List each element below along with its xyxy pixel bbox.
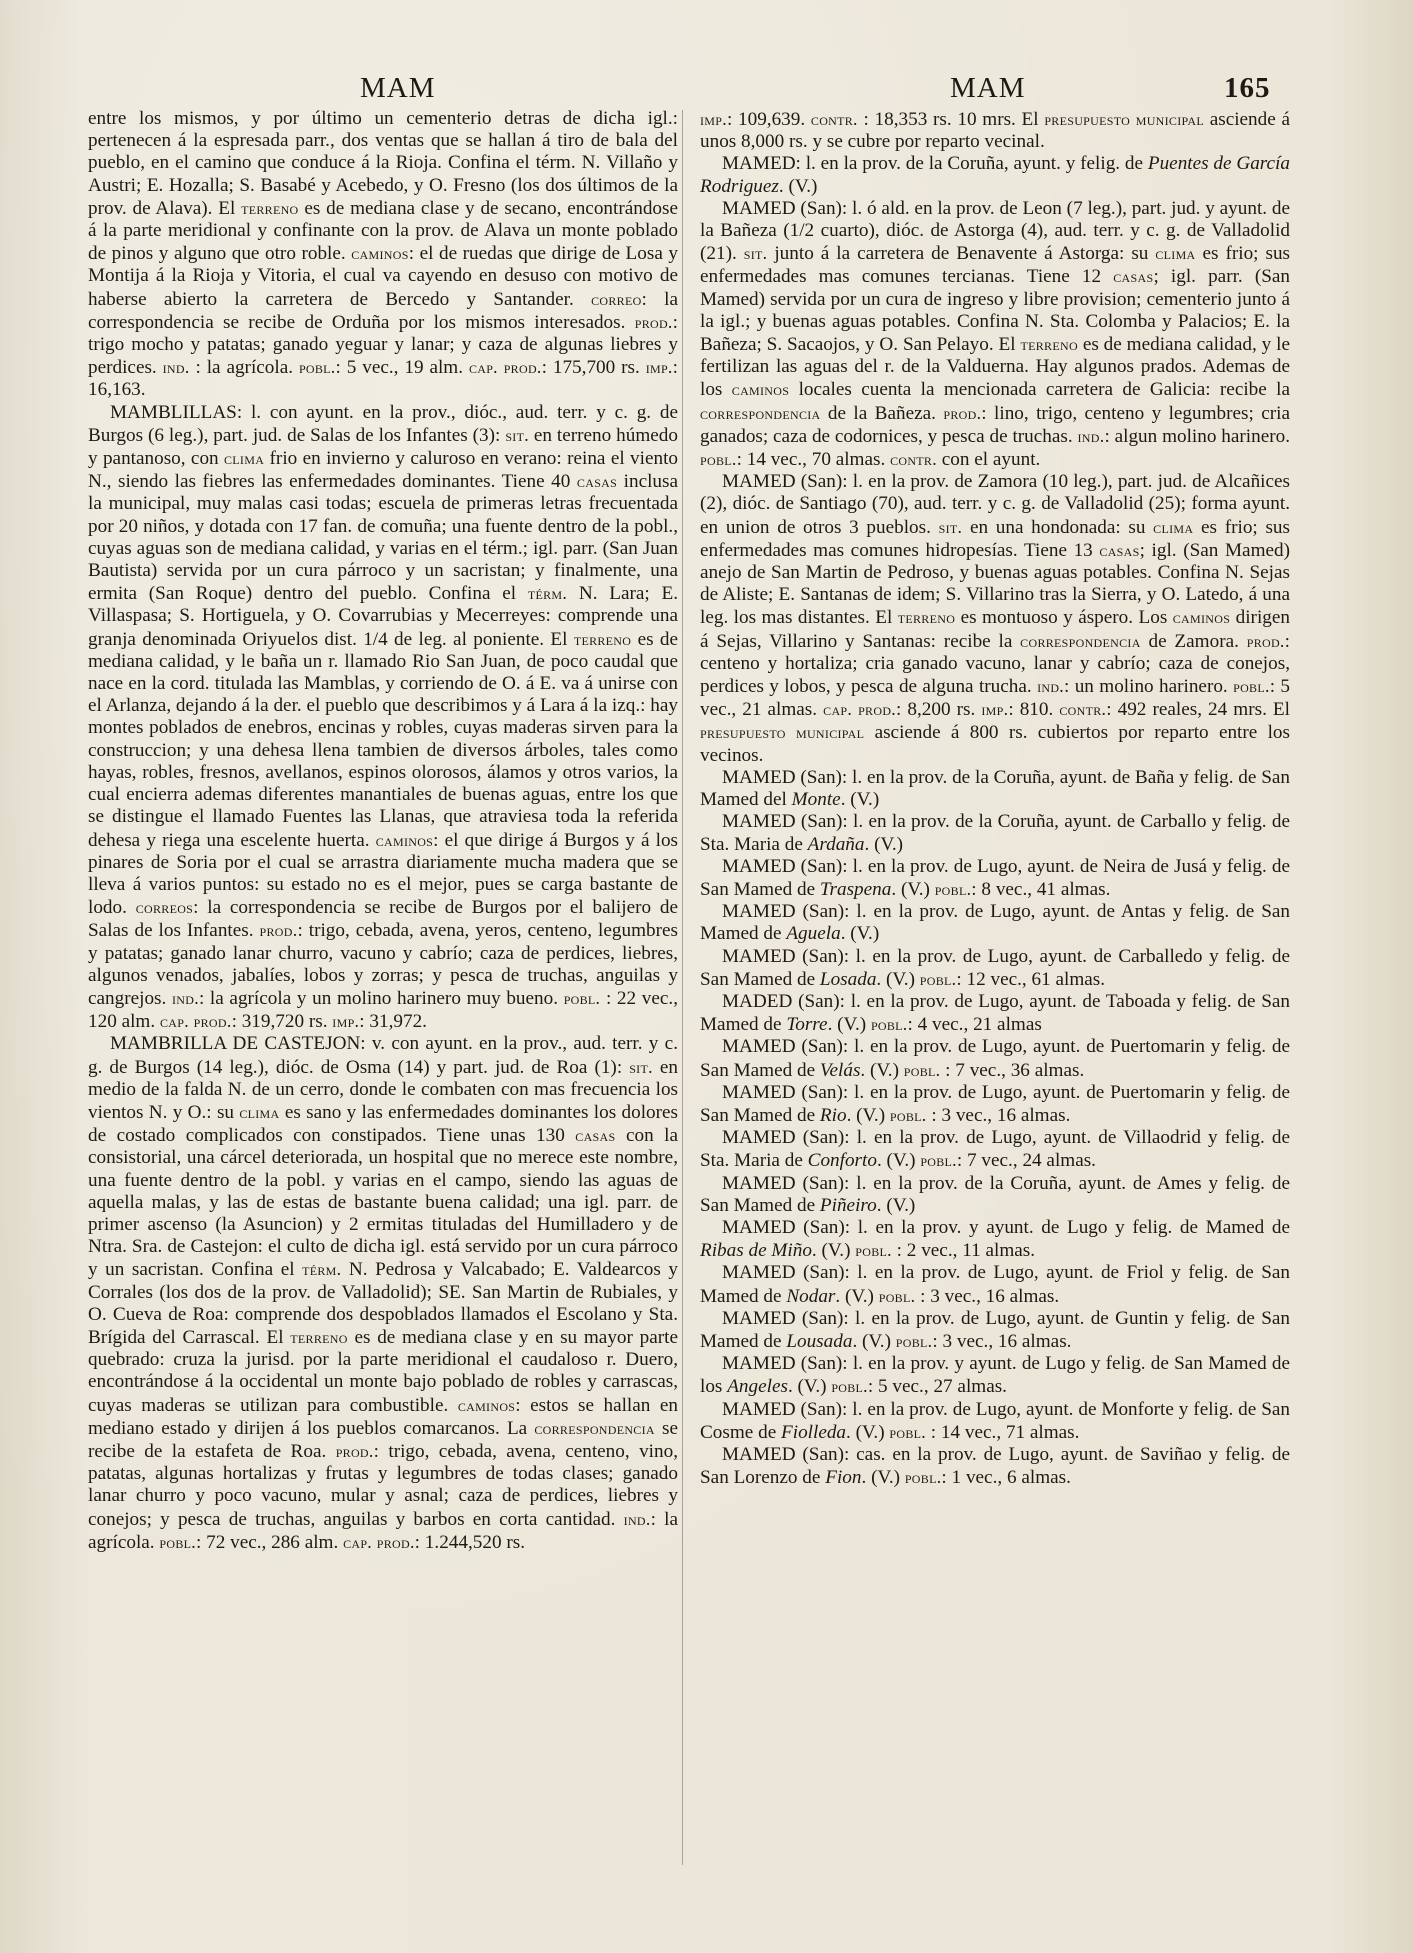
field-label: clima	[1155, 243, 1196, 264]
entry-text: N. Lara; E. Villaspasa; S. Hortiguela, y O. Covarrubias y Mecerreyes: comprende una granja denominada Oriyuelos dist. 1/4 de leg. al poniente. El	[88, 583, 678, 650]
dictionary-entry	[700, 1127, 1290, 1172]
place-name: Nodar	[786, 1285, 836, 1307]
entry-text: junto á la carretera de Benavente á Astorga: su	[767, 243, 1156, 265]
field-label: casas	[575, 1125, 616, 1146]
field-label: prod.	[634, 311, 673, 332]
entry-text: en terreno húmedo y pantanoso, con	[88, 424, 678, 470]
entry-text: N. Pedrosa y Valcabado; E. Valdearcos y Corrales (los dos de la prov. de Valladolid); SE. San Martin de Rubiales, y O. Cueva de Roa: comprende dos despoblados llamados el Escolano y Sta. Brígida del Carrascal. El	[88, 1259, 678, 1348]
entry-text: MAMED (San): l. en la prov. de Lugo, ayunt. de Friol y felig. de San Mamed de	[700, 1262, 1290, 1307]
entry-text: MAMED (San): l. en la prov. de la Coruña, ayunt. de Carballo y felig. de Sta. Maria de	[700, 811, 1290, 855]
entry-text: : 8,200 rs.	[896, 699, 982, 721]
field-label: pobl.	[920, 1150, 957, 1171]
field-label: sit.	[629, 1056, 653, 1077]
field-label: presupuesto municipal	[1044, 109, 1204, 129]
entry-text: se recibe de la estafeta de Roa.	[88, 1417, 679, 1462]
entry-text: MADED (San): l. en la prov. de Lugo, ayunt. de Taboada y felig. de San Mamed de	[700, 990, 1290, 1036]
entry-text: . (V.)	[860, 1059, 904, 1081]
field-label: térm.	[302, 1259, 342, 1280]
entry-text: : la correspondencia se recibe de Burgos por el balijero de Salas de los Infantes.	[88, 897, 678, 942]
field-label: sit.	[743, 243, 768, 264]
entry-text: de Zamora.	[1140, 630, 1247, 652]
field-label: pobl.	[870, 1014, 908, 1035]
field-label: ind.	[162, 357, 190, 378]
dictionary-entry	[700, 1262, 1290, 1307]
field-label: casas	[576, 471, 618, 492]
place-name: Lousada	[786, 1330, 853, 1352]
entry-text: ; igl. parr. (San Mamed) servida por un cura de ingreso y libre provision; cementerio junto á la igl.; y buenas aguas potables. Confina N. Sta. Colomba y Palacios; E. la Bañeza; S. Sacaojos, y O. San Pelayo. El	[700, 266, 1291, 356]
place-name: Aguela	[786, 923, 841, 945]
entry-text: en una hondonada: su	[962, 516, 1154, 538]
entry-text: : algun molino harinero.	[1104, 425, 1290, 447]
entry-text: es de mediana calidad, y le fertilizan las aguas del r. de la Valduerna. Hay algunos prados. Ademas de los	[700, 334, 1290, 401]
entry-text: : el que dirige á Burgos y á los pinares de Soria por el cual se arrastra diariamente mucha madera que se lleva á varios puntos: su estado no es el mejor, pues se carga bastante de lodo.	[88, 829, 679, 919]
field-label: ind.	[171, 987, 199, 1008]
dictionary-entry	[700, 1036, 1290, 1081]
entry-text: es montuoso y áspero. Los	[955, 607, 1173, 629]
field-label: pobl.	[298, 357, 336, 378]
field-label: pobl.	[831, 1376, 868, 1397]
entry-text: MAMED (San): l. en la prov. de Lugo, ayunt. de Puertomarin y felig. de San Mamed de	[700, 1036, 1290, 1081]
field-label: cap. prod.	[343, 1531, 415, 1552]
field-label: caminos	[375, 829, 434, 850]
place-name: Monte	[791, 789, 841, 811]
entry-text: MAMBLILLAS: l. con ayunt. en la prov., dióc., aud. terr. y c. g. de Burgos (6 leg.), part. jud. de Salas de los Infantes (3):	[88, 401, 678, 446]
field-label: ind.	[1077, 425, 1105, 446]
entry-text: : 22 vec., 120 alm.	[88, 987, 678, 1033]
entry-text: MAMED (San): l. en la prov. de la Coruña, ayunt. de Baña y felig. de San Mamed del	[700, 766, 1290, 811]
field-label: imp.	[981, 699, 1009, 720]
field-label: pobl.	[904, 1467, 942, 1488]
dictionary-entry	[700, 198, 1290, 471]
running-head	[0, 72, 1413, 112]
field-label: ind.	[1037, 676, 1065, 697]
field-label: correspondencia	[700, 402, 821, 423]
field-label: pobl.	[1233, 676, 1270, 697]
dictionary-entry	[700, 1444, 1290, 1489]
entry-text: . (V.)	[876, 968, 920, 990]
entry-text: MAMED (San): l. en la prov. de Lugo, ayunt. de Villaodrid y felig. de Sta. Maria de	[700, 1127, 1290, 1172]
place-name: Torre	[786, 1014, 828, 1036]
entry-text: : 5 vec., 19 alm.	[335, 357, 469, 379]
entry-text: : 14 vec., 70 almas.	[736, 449, 891, 471]
entry-text: es frio; sus enfermedades mas comunes hidropesías. Tiene 13	[700, 516, 1290, 561]
field-label: pobl.	[903, 1059, 941, 1080]
entry-text: : la agrícola.	[189, 357, 299, 379]
entry-text: es de mediana clase y de secano, encontrándose á la parte meridional y confinante con la prov. de Alava un monte poblado de pinos y alguno que otro roble.	[88, 197, 679, 265]
field-label: terreno	[573, 628, 632, 649]
field-label: clima	[1153, 516, 1194, 537]
field-label: prod.	[1246, 630, 1285, 651]
dictionary-entry	[700, 1353, 1290, 1398]
entry-text: asciende á 800 rs. cubiertos por reparto entre los vecinos.	[700, 722, 1290, 766]
entry-text: . (V.)	[846, 1421, 890, 1443]
place-name: Fion	[825, 1467, 862, 1489]
entry-text: : 810.	[1008, 699, 1060, 721]
field-label: clima	[224, 448, 265, 469]
entry-text: es de mediana calidad, y le baña un r. llamado Rio San Juan, de poco caudal que nace en la cord. titulada las Mamblas, y corriendo de O. á E. va á unirse con el Arlanza, dejando á la der. el pueblo que describimos y á Lara á la izq.: hay montes poblados de enebros, encinas y robles, cuyas maderas sirven para la construccion; y una dehesa llena tambien de diversos árboles, tales como hayas, robles, fresnos, avellanos, espinos olorosos, álamos y otros varios, la cual encierra ademas diferentes manantiales de buenas aguas, entre los que se distingue el llamado Fuentes las Llanas, que atraviesa toda la referida dehesa y riega una escelente huerta.	[88, 628, 678, 851]
place-name: Puentes de García Rodriguez	[700, 153, 1290, 197]
field-label: prod.	[335, 1440, 374, 1461]
field-label: terreno	[1020, 334, 1078, 355]
dictionary-entry	[700, 153, 1290, 197]
field-label: pobl.	[919, 968, 957, 989]
left-column	[88, 108, 678, 1554]
dictionary-entry	[700, 991, 1290, 1036]
entry-text: : 3 vec., 16 almas.	[915, 1285, 1060, 1307]
entry-text: con la consistorial, una cárcel deteriorada, un hospital que no merece este nombre, una fuente dentro de la pobl. y varias en el campo, siendo las aguas de aquella malas, y las de estas de bastante buena calidad; una igl. parr. de primer ascenso (la Asuncion) y 2 ermitas tituladas del Humilladero y de Ntra. Sra. de Castejon: el culto de dicha igl. está servido por un cura párroco y un sacristan. Confina el	[88, 1125, 678, 1281]
place-name: Velás	[819, 1059, 861, 1081]
field-label: correspondencia	[534, 1417, 655, 1438]
field-label: imp.	[332, 1011, 360, 1032]
entry-text: : trigo mocho y patatas; ganado yeguar y lanar; y caza de algunas liebres y perdices.	[88, 311, 678, 379]
entry-text: : trigo, cebada, avena, yeros, centeno, legumbres y patatas; ganado lanar churro, vacuno y cabrío; caza de perdices, liebres, algunos venados, jabalíes, lobos y zorras; y pesca de truchas, anguilas y cangrejos.	[88, 920, 678, 1009]
entry-text: : 31,972.	[359, 1011, 427, 1033]
field-label: caminos	[731, 379, 790, 400]
entry-text: : el de ruedas que dirige de Losa y Montija á la Rioja y Vitoria, el cual va cayendo en desuso con motivo de haberse abierto la carretera de Bercedo y Santander.	[88, 243, 678, 310]
field-label: contr.	[890, 449, 937, 470]
place-name: Ribas de Miño	[700, 1240, 812, 1262]
field-label: pobl.	[889, 1104, 927, 1125]
page-number: 165	[1224, 72, 1271, 104]
place-name: Fiolleda	[781, 1421, 847, 1443]
field-label: caminos	[351, 243, 409, 264]
dictionary-entry	[700, 471, 1290, 767]
entry-text: MAMED (San): cas. en la prov. de Lugo, ayunt. de Saviñao y felig. de San Lorenzo de	[700, 1443, 1290, 1489]
entry-text: . (V.)	[840, 923, 880, 945]
entry-text: . (V.)	[827, 1014, 871, 1036]
dictionary-entry	[700, 811, 1290, 855]
field-label: terreno	[290, 1326, 348, 1347]
field-label: imp.	[700, 109, 727, 129]
dictionary-entry	[700, 946, 1290, 991]
field-label: prod.	[259, 920, 298, 941]
entry-text: MAMED (San): l. en la prov. de Lugo, ayunt. de Antas y felig. de San Mamed de	[700, 901, 1290, 945]
entry-text: : un molino harinero.	[1064, 676, 1234, 698]
dictionary-entry	[700, 856, 1290, 901]
place-name: Ardaña	[807, 833, 865, 855]
entry-text: MAMBRILLA DE CASTEJON: v. con ayunt. en la prov., aud. terr. y c. g. de Burgos (14 leg.), dióc. de Osma (14) y part. jud. de Roa (1):	[88, 1033, 678, 1078]
entry-text: : lino, trigo, centeno y legumbres; cria ganados; caza de codornices, y pesca de truchas.	[700, 402, 1291, 447]
field-label: ind.	[623, 1508, 651, 1529]
field-label: contr.	[810, 109, 858, 129]
field-label: casas	[1113, 266, 1154, 287]
place-name: Losada	[819, 968, 877, 990]
field-label: pobl.	[563, 987, 601, 1008]
entry-text: MAMED (San): l. ó ald. en la prov. de Leon (7 leg.), part. jud. y ayunt. de la Bañeza (1/2 cuarto), dióc. de Astorga (4), aud. terr. y c. g. de Valladolid (21).	[700, 197, 1290, 265]
dictionary-entry	[700, 1173, 1290, 1217]
entry-text: locales cuenta la mencionada carretera de Galicia: recibe la	[789, 379, 1290, 401]
entry-continuation	[700, 108, 1290, 153]
entry-text: : 175,700 rs.	[541, 357, 646, 379]
entry-text: : trigo, cebada, avena, centeno, vino, patatas, algunas hortalizas y frutas y legumbres de todas clases; ganado lanar churro y poco vacuno, mular y asnal; caza de perdices, liebres y conejos; y pesca de truchas, anguilas y barbos en corta cantidad.	[88, 1440, 678, 1530]
entry-text: : 5 vec., 21 almas.	[700, 676, 1290, 721]
place-name: Piñeiro	[819, 1194, 877, 1216]
entry-text: : 16,163.	[88, 357, 678, 401]
dictionary-entry	[700, 1399, 1290, 1444]
entry-text: : 18,353 rs. 10 mrs. El	[857, 109, 1045, 130]
field-label: pobl.	[895, 1330, 933, 1351]
entry-text: : 72 vec., 286 alm.	[195, 1531, 344, 1553]
field-label: imp.	[645, 357, 673, 378]
field-label: correos	[135, 897, 194, 918]
entry-text: : 109,639.	[726, 109, 811, 130]
dictionary-entry	[700, 767, 1290, 811]
entry-text: entre los mismos, y por último un cementerio detras de dicha igl.: pertenecen á la espresada parr., dos ventas que se hallan á tiro de bala del pueblo, en el camino que conduce á la Rioja. Confina el térm. N. Villaño y Austri; E. Hozalla; S. Basabé y Acebedo, y O. Fresno (los dos últimos de la prov. de Alava). El	[88, 108, 678, 219]
entry-text: MAMED (San): l. en la prov. de la Coruña, ayunt. de Ames y felig. de San Mamed de	[700, 1172, 1290, 1216]
dictionary-entry	[700, 1217, 1290, 1262]
dictionary-entry	[88, 402, 678, 1034]
entry-text: MAMED (San): l. en la prov. de Lugo, ayunt. de Monforte y felig. de San Cosme de	[700, 1398, 1290, 1443]
dictionary-entry	[700, 901, 1290, 945]
entry-text: con el ayunt.	[936, 449, 1041, 471]
entry-text: . (V.)	[891, 878, 935, 900]
field-label: pobl.	[700, 449, 737, 470]
entry-text: MAMED (San): l. en la prov. de Lugo, ayunt. de Neira de Jusá y felig. de San Mamed de	[700, 855, 1290, 900]
entry-text: : la agrícola.	[88, 1508, 678, 1553]
entry-text: dirigen á Sejas, Villarino y Santanas: recibe la	[700, 607, 1290, 652]
entry-text: MAMED (San): l. en la prov. de Zamora (10 leg.), part. jud. de Alcañices (2), dióc. de Santiago (70), aud. terr. y c. g. de Valladolid (25); forma ayunt. en union de otros 3 pueblos.	[700, 471, 1290, 538]
entry-text: : 1 vec., 6 almas.	[941, 1467, 1071, 1489]
entry-text: . (V.)	[778, 175, 818, 197]
entry-text: : centeno y hortaliza; cria ganado vacuno, lanar y cabrío; caza de conejos, perdices y lobos, y pesca de alguna trucha.	[700, 630, 1290, 698]
place-name: Traspena	[819, 878, 892, 900]
field-label: clima	[239, 1101, 280, 1122]
field-label: cap. prod.	[159, 1011, 232, 1032]
place-name: Angeles	[727, 1376, 788, 1398]
entry-text: . (V.)	[840, 789, 880, 811]
place-name: Rio	[819, 1104, 847, 1126]
entry-text: MAMED (San): l. en la prov. de Lugo, ayunt. de Puertomarin y felig. de San Mamed de	[700, 1081, 1290, 1126]
right-column	[700, 108, 1290, 1489]
entry-text: en medio de la falda N. de un cerro, donde le combaten con mas frecuencia los vientos N. y O.: su	[88, 1056, 678, 1123]
field-label: sit.	[938, 516, 963, 537]
entry-text: : 8 vec., 41 almas.	[971, 878, 1111, 900]
entry-text: de la Bañeza.	[820, 402, 944, 424]
dictionary-entry	[700, 1308, 1290, 1353]
field-label: caminos	[1172, 607, 1231, 628]
entry-text: : la correspondencia se recibe de Orduña por los mismos interesados.	[88, 288, 678, 333]
entry-text: . (V.)	[861, 1467, 905, 1489]
entry-text: . (V.)	[864, 833, 904, 855]
entry-text: : 7 vec., 24 almas.	[956, 1150, 1096, 1172]
entry-text: : la agrícola y un molino harinero muy bueno.	[198, 987, 564, 1009]
field-label: caminos	[457, 1394, 516, 1415]
field-label: cap. prod.	[468, 357, 542, 378]
entry-text: MAMED (San): l. en la prov. y ayunt. de Lugo y felig. de San Mamed de los	[700, 1353, 1290, 1398]
entry-text: . (V.)	[876, 1150, 921, 1172]
entry-text: : 5 vec., 27 almas.	[867, 1376, 1007, 1398]
entry-text: es de mediana clase y en su mayor parte quebrado: cruza la jurisd. por la parte meridional el caudaloso r. Duero, encontrándose á la occidental un monte bajo poblado de robles y carrascas, cuyas maderas se utilizan para combustible.	[88, 1326, 678, 1416]
entry-continuation	[88, 108, 678, 402]
field-label: sit.	[505, 424, 529, 445]
entry-text: frio en invierno y caluroso en verano: reina el viento N., siendo las fiebres las enfermedades dominantes. Tiene 40	[88, 448, 678, 493]
entry-text: : 319,720 rs.	[231, 1011, 333, 1033]
field-label: terreno	[241, 197, 299, 218]
entry-text: : 1.244,520 rs.	[414, 1531, 525, 1553]
entry-text: : 3 vec., 16 almas.	[932, 1330, 1072, 1352]
dictionary-entry	[700, 1082, 1290, 1127]
field-label: presupuesto municipal	[700, 722, 865, 743]
entry-text: : 7 vec., 36 almas.	[940, 1059, 1085, 1081]
entry-text: : 2 vec., 11 almas.	[891, 1240, 1036, 1262]
entry-text: MAMED (San): l. en la prov. y ayunt. de Lugo y felig. de Mamed de	[722, 1216, 1290, 1238]
entry-text: : 3 vec., 16 almas.	[926, 1104, 1071, 1126]
field-label: pobl.	[855, 1240, 892, 1261]
entry-text: . (V.)	[835, 1285, 879, 1307]
entry-text: . (V.)	[852, 1330, 896, 1352]
column-divider	[682, 110, 683, 1865]
entry-text: . (V.)	[876, 1194, 916, 1216]
entry-text: : 12 vec., 61 almas.	[956, 968, 1106, 990]
entry-text: : estos se hallan en mediano estado y dirijen á los pueblos comarcanos. La	[88, 1394, 678, 1439]
entry-text: : 4 vec., 21 almas	[907, 1014, 1042, 1036]
entry-text: . (V.)	[846, 1104, 890, 1126]
field-label: pobl.	[159, 1531, 196, 1552]
field-label: correo	[591, 288, 642, 309]
header-right-guideword: MAM	[950, 72, 1026, 104]
dictionary-entry	[88, 1033, 678, 1554]
entry-text: MAMED (San): l. en la prov. de Lugo, ayunt. de Guntin y felig. de San Mamed de	[700, 1307, 1290, 1352]
entry-text: ; igl. (San Mamed) anejo de San Martin de Pedroso, y buenas aguas potables. Confina N. Sejas de Aliste; E. Santanas de idem; S. Villarino tras la Sierra, y O. Latedo, á una leg. los mas distantes. El	[700, 539, 1290, 629]
entry-text: MAMED (San): l. en la prov. de Lugo, ayunt. de Carballedo y felig. de San Mamed de	[700, 945, 1290, 990]
field-label: pobl.	[889, 1421, 926, 1442]
entry-text: MAMED: l. en la prov. de la Coruña, ayunt. y felig. de	[722, 153, 1148, 175]
entry-text: . (V.)	[787, 1376, 832, 1398]
field-label: pobl.	[934, 878, 972, 899]
entry-text: es sano y las enfermedades dominantes los dolores de costado complicados con constipados. Tiene unas 130	[88, 1101, 679, 1147]
field-label: terreno	[897, 607, 956, 628]
field-label: pobl.	[878, 1285, 916, 1306]
field-label: térm.	[527, 583, 568, 604]
field-label: contr.	[1059, 699, 1107, 720]
entry-text: : 14 vec., 71 almas.	[925, 1421, 1080, 1443]
field-label: prod.	[943, 402, 982, 423]
entry-text: : 492 reales, 24 mrs. El	[1106, 699, 1290, 721]
field-label: cap. prod.	[823, 699, 896, 720]
field-label: correspondencia	[1020, 630, 1141, 651]
place-name: Conforto	[807, 1150, 877, 1172]
entry-text: es frio; sus enfermedades mas comunes tercianas. Tiene 12	[700, 243, 1291, 288]
entry-text: . (V.)	[811, 1240, 856, 1262]
entry-text: inclusa la municipal, muy malas casi todas; escuela de primeras letras frecuentada por 20 niños, y dotada con 17 fan. de comuña; una fuente dentro de la pobl., cuyas aguas son de mediana calidad, y varias en el térm.; igl. parr. (San Juan Bautista) servida por un cura párroco y un sacristan; y finalmente, una ermita (San Roque) dentro del pueblo. Confina el	[88, 471, 679, 605]
header-left-guideword: MAM	[360, 72, 436, 104]
field-label: casas	[1099, 539, 1140, 560]
entry-text: asciende á unos 8,000 rs. y se cubre por reparto vecinal.	[700, 109, 1290, 153]
